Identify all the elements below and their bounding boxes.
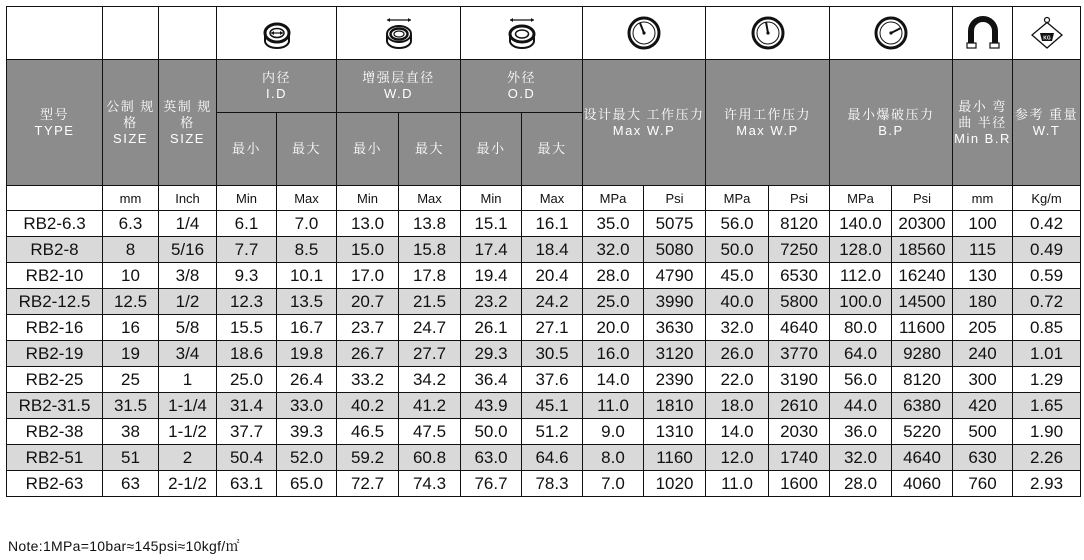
table-cell: 17.4 xyxy=(461,237,522,263)
table-cell: 128.0 xyxy=(830,237,892,263)
table-cell: 7250 xyxy=(769,237,830,263)
table-cell: 5220 xyxy=(892,419,953,445)
table-cell: 20.4 xyxy=(522,263,583,289)
unit-bp-mpa: MPa xyxy=(830,186,892,211)
table-cell: 2610 xyxy=(769,393,830,419)
table-cell: 760 xyxy=(953,471,1013,497)
table-cell: RB2-12.5 xyxy=(7,289,103,315)
bend-radius-icon xyxy=(953,7,1013,60)
table-cell: 7.0 xyxy=(583,471,644,497)
col-od-en: O.D xyxy=(507,86,536,101)
table-cell: 6530 xyxy=(769,263,830,289)
table-cell: 27.1 xyxy=(522,315,583,341)
table-cell: 30.5 xyxy=(522,341,583,367)
col-br-en: Min B.R xyxy=(954,130,1011,146)
col-size-mm-cn: 公制 规格 xyxy=(106,98,155,130)
table-cell: 23.7 xyxy=(337,315,399,341)
table-cell: 0.42 xyxy=(1013,211,1081,237)
table-cell: 6380 xyxy=(892,393,953,419)
table-cell: 46.5 xyxy=(337,419,399,445)
table-cell: 9.3 xyxy=(217,263,277,289)
col-type-header xyxy=(7,60,103,186)
table-cell: 2030 xyxy=(769,419,830,445)
table-cell: 15.5 xyxy=(217,315,277,341)
table-cell: RB2-10 xyxy=(7,263,103,289)
allowable-pressure-gauge-icon xyxy=(706,7,830,60)
table-cell: 12.5 xyxy=(103,289,159,315)
table-cell: 100.0 xyxy=(830,289,892,315)
table-cell: 18560 xyxy=(892,237,953,263)
table-cell: 76.7 xyxy=(461,471,522,497)
unit-wt: Kg/m xyxy=(1013,186,1081,211)
table-cell: 26.4 xyxy=(277,367,337,393)
table-cell: 3190 xyxy=(769,367,830,393)
col-od-max-cn: 最大 xyxy=(522,113,583,186)
table-cell: 56.0 xyxy=(830,367,892,393)
col-od-min-cn: 最小 xyxy=(461,113,522,186)
table-cell: 4640 xyxy=(892,445,953,471)
unit-row xyxy=(7,186,1081,211)
table-cell: 31.5 xyxy=(103,393,159,419)
table-cell: 20.7 xyxy=(337,289,399,315)
data-rows xyxy=(7,211,1081,497)
col-size-mm-en: SIZE xyxy=(113,130,148,146)
table-cell: 17.8 xyxy=(399,263,461,289)
table-cell: 11600 xyxy=(892,315,953,341)
table-cell: 33.2 xyxy=(337,367,399,393)
table-cell: 1020 xyxy=(644,471,706,497)
table-cell: 9280 xyxy=(892,341,953,367)
od-ring-icon xyxy=(461,7,583,60)
table-row xyxy=(7,263,1081,289)
col-wt-en: W.T xyxy=(1032,122,1061,138)
table-cell: 205 xyxy=(953,315,1013,341)
table-cell: 74.3 xyxy=(399,471,461,497)
table-cell: 12.3 xyxy=(217,289,277,315)
table-row xyxy=(7,471,1081,497)
table-cell: 6.3 xyxy=(103,211,159,237)
table-cell: 21.5 xyxy=(399,289,461,315)
table-cell: 36.4 xyxy=(461,367,522,393)
table-row xyxy=(7,211,1081,237)
table-cell: 8.5 xyxy=(277,237,337,263)
table-cell: 28.0 xyxy=(830,471,892,497)
blank-cell xyxy=(7,7,103,60)
table-row xyxy=(7,315,1081,341)
col-wp-header xyxy=(583,60,706,186)
unit-awp-mpa: MPa xyxy=(706,186,769,211)
col-size-inch-en: SIZE xyxy=(170,130,205,146)
table-cell: 72.7 xyxy=(337,471,399,497)
col-br-cn: 最小 弯曲 半径 xyxy=(958,98,1007,130)
table-row xyxy=(7,289,1081,315)
table-cell: 15.8 xyxy=(399,237,461,263)
table-cell: 26.0 xyxy=(706,341,769,367)
unit-od-max: Max xyxy=(522,186,583,211)
table-cell: 40.0 xyxy=(706,289,769,315)
table-cell: 33.0 xyxy=(277,393,337,419)
table-cell: RB2-63 xyxy=(7,471,103,497)
col-wt-cn: 参考 重量 xyxy=(1014,106,1079,122)
table-cell: 51.2 xyxy=(522,419,583,445)
table-cell: 6.1 xyxy=(217,211,277,237)
col-wd-cn: 增强层直径 xyxy=(362,70,435,85)
col-awp-cn: 许用工作压力 xyxy=(723,106,811,122)
table-cell: 50.4 xyxy=(217,445,277,471)
table-cell: 40.2 xyxy=(337,393,399,419)
table-cell: RB2-25 xyxy=(7,367,103,393)
table-cell: 60.8 xyxy=(399,445,461,471)
col-awp-header xyxy=(706,60,830,186)
table-cell: 8120 xyxy=(892,367,953,393)
table-cell: 1-1/4 xyxy=(159,393,217,419)
table-cell: 0.72 xyxy=(1013,289,1081,315)
table-cell: 26.1 xyxy=(461,315,522,341)
table-cell: 37.7 xyxy=(217,419,277,445)
table-cell: 16 xyxy=(103,315,159,341)
table-row xyxy=(7,419,1081,445)
table-cell: 3770 xyxy=(769,341,830,367)
conversion-note: Note:1MPa=10bar≈145psi≈10kgf/㎡ xyxy=(8,538,240,554)
table-cell: RB2-16 xyxy=(7,315,103,341)
pressure-gauge-icon xyxy=(583,7,706,60)
icon-row xyxy=(7,7,1081,60)
unit-wp-mpa: MPa xyxy=(583,186,644,211)
table-cell: RB2-38 xyxy=(7,419,103,445)
col-id-min-cn: 最小 xyxy=(217,113,277,186)
table-cell: 13.0 xyxy=(337,211,399,237)
col-awp-en: Max W.P xyxy=(736,122,799,138)
table-cell: 240 xyxy=(953,341,1013,367)
col-wd-en: W.D xyxy=(383,86,414,101)
table-cell: 4640 xyxy=(769,315,830,341)
unit-br: mm xyxy=(953,186,1013,211)
table-cell: 16.7 xyxy=(277,315,337,341)
table-cell: 25.0 xyxy=(217,367,277,393)
spec-table xyxy=(6,6,1081,497)
table-cell: 14.0 xyxy=(583,367,644,393)
col-id-header xyxy=(217,60,337,113)
unit-id-min: Min xyxy=(217,186,277,211)
table-cell: 10.1 xyxy=(277,263,337,289)
table-row xyxy=(7,445,1081,471)
table-cell: 63.1 xyxy=(217,471,277,497)
unit-wd-max: Max xyxy=(399,186,461,211)
table-cell: 11.0 xyxy=(583,393,644,419)
col-od-cn: 外径 xyxy=(506,70,536,85)
unit-wp-psi: Psi xyxy=(644,186,706,211)
table-cell: 5/8 xyxy=(159,315,217,341)
table-cell: 1.65 xyxy=(1013,393,1081,419)
table-cell: 15.0 xyxy=(337,237,399,263)
unit-wd-min: Min xyxy=(337,186,399,211)
table-row xyxy=(7,367,1081,393)
table-cell: 15.1 xyxy=(461,211,522,237)
table-cell: 27.7 xyxy=(399,341,461,367)
table-cell: 65.0 xyxy=(277,471,337,497)
table-cell: 1.01 xyxy=(1013,341,1081,367)
table-cell: 4060 xyxy=(892,471,953,497)
table-cell: 12.0 xyxy=(706,445,769,471)
table-cell: 64.0 xyxy=(830,341,892,367)
table-cell: RB2-6.3 xyxy=(7,211,103,237)
table-cell: 1600 xyxy=(769,471,830,497)
table-cell: 19 xyxy=(103,341,159,367)
table-cell: 3630 xyxy=(644,315,706,341)
table-cell: 63 xyxy=(103,471,159,497)
table-cell: 500 xyxy=(953,419,1013,445)
table-cell: 43.9 xyxy=(461,393,522,419)
blank-cell xyxy=(159,7,217,60)
table-cell: 19.4 xyxy=(461,263,522,289)
col-id-en: I.D xyxy=(265,86,288,101)
col-type-en: TYPE xyxy=(34,122,75,138)
table-cell: 4790 xyxy=(644,263,706,289)
table-cell: 78.3 xyxy=(522,471,583,497)
table-cell: 140.0 xyxy=(830,211,892,237)
table-cell: RB2-19 xyxy=(7,341,103,367)
table-cell: 28.0 xyxy=(583,263,644,289)
header-row-1 xyxy=(7,60,1081,113)
table-cell: 100 xyxy=(953,211,1013,237)
col-wd-header xyxy=(337,60,461,113)
col-size-mm-header xyxy=(103,60,159,186)
col-size-inch-cn: 英制 规格 xyxy=(163,98,212,130)
burst-pressure-gauge-icon xyxy=(830,7,953,60)
weight-icon xyxy=(1013,7,1081,60)
col-od-header xyxy=(461,60,583,113)
table-cell: 9.0 xyxy=(583,419,644,445)
col-size-inch-header xyxy=(159,60,217,186)
col-br-header xyxy=(953,60,1013,186)
col-type-cn: 型号 xyxy=(39,106,69,122)
table-cell: 0.85 xyxy=(1013,315,1081,341)
table-cell: 47.5 xyxy=(399,419,461,445)
table-cell: 19.8 xyxy=(277,341,337,367)
table-cell: 5/16 xyxy=(159,237,217,263)
table-cell: 64.6 xyxy=(522,445,583,471)
table-cell: 31.4 xyxy=(217,393,277,419)
table-cell: RB2-31.5 xyxy=(7,393,103,419)
table-cell: 7.7 xyxy=(217,237,277,263)
table-cell: 59.2 xyxy=(337,445,399,471)
table-cell: 29.3 xyxy=(461,341,522,367)
col-id-max-cn: 最大 xyxy=(277,113,337,186)
table-cell: 2.26 xyxy=(1013,445,1081,471)
unit-od-min: Min xyxy=(461,186,522,211)
table-cell: 26.7 xyxy=(337,341,399,367)
col-bp-cn: 最小爆破压力 xyxy=(847,106,935,122)
table-cell: 20.0 xyxy=(583,315,644,341)
table-cell: 16240 xyxy=(892,263,953,289)
table-cell: 18.6 xyxy=(217,341,277,367)
col-bp-header xyxy=(830,60,953,186)
table-cell: 1.90 xyxy=(1013,419,1081,445)
table-cell: 63.0 xyxy=(461,445,522,471)
table-cell: 1/2 xyxy=(159,289,217,315)
unit-awp-psi: Psi xyxy=(769,186,830,211)
table-cell: 32.0 xyxy=(583,237,644,263)
table-cell: 1-1/2 xyxy=(159,419,217,445)
table-cell: 39.3 xyxy=(277,419,337,445)
wd-ring-icon xyxy=(337,7,461,60)
unit-bp-psi: Psi xyxy=(892,186,953,211)
table-cell: 56.0 xyxy=(706,211,769,237)
table-cell: 13.5 xyxy=(277,289,337,315)
table-cell: 52.0 xyxy=(277,445,337,471)
table-cell: 45.0 xyxy=(706,263,769,289)
table-cell: 2.93 xyxy=(1013,471,1081,497)
table-cell: 50.0 xyxy=(461,419,522,445)
table-cell: 22.0 xyxy=(706,367,769,393)
table-cell: 16.1 xyxy=(522,211,583,237)
table-cell: 50.0 xyxy=(706,237,769,263)
col-wd-max-cn: 最大 xyxy=(399,113,461,186)
table-cell: 7.0 xyxy=(277,211,337,237)
table-cell: 25 xyxy=(103,367,159,393)
table-cell: 45.1 xyxy=(522,393,583,419)
table-cell: 32.0 xyxy=(830,445,892,471)
table-cell: 11.0 xyxy=(706,471,769,497)
table-cell: 2390 xyxy=(644,367,706,393)
table-cell: 35.0 xyxy=(583,211,644,237)
col-wd-min-cn: 最小 xyxy=(337,113,399,186)
table-cell: 630 xyxy=(953,445,1013,471)
table-cell: 18.0 xyxy=(706,393,769,419)
col-bp-en: B.P xyxy=(878,122,904,138)
unit-id-max: Max xyxy=(277,186,337,211)
col-wp-en: Max W.P xyxy=(612,122,676,138)
table-cell: 8.0 xyxy=(583,445,644,471)
table-cell: 44.0 xyxy=(830,393,892,419)
table-cell: 8 xyxy=(103,237,159,263)
table-cell: 80.0 xyxy=(830,315,892,341)
unit-size-inch: Inch xyxy=(159,186,217,211)
table-cell: 3120 xyxy=(644,341,706,367)
col-wt-header xyxy=(1013,60,1081,186)
table-cell: 5075 xyxy=(644,211,706,237)
table-cell: 0.49 xyxy=(1013,237,1081,263)
weight-icon-text: KG xyxy=(1042,35,1051,42)
table-row xyxy=(7,393,1081,419)
table-cell: 13.8 xyxy=(399,211,461,237)
table-cell: 3/4 xyxy=(159,341,217,367)
table-cell: 36.0 xyxy=(830,419,892,445)
table-cell: 23.2 xyxy=(461,289,522,315)
table-cell: 180 xyxy=(953,289,1013,315)
unit-size-mm: mm xyxy=(103,186,159,211)
table-cell: 8120 xyxy=(769,211,830,237)
table-cell: 300 xyxy=(953,367,1013,393)
blank-cell xyxy=(103,7,159,60)
table-cell: 16.0 xyxy=(583,341,644,367)
table-cell: 17.0 xyxy=(337,263,399,289)
table-cell: 51 xyxy=(103,445,159,471)
table-cell: 14500 xyxy=(892,289,953,315)
table-cell: 34.2 xyxy=(399,367,461,393)
table-cell: 1310 xyxy=(644,419,706,445)
table-cell: 24.7 xyxy=(399,315,461,341)
table-row xyxy=(7,341,1081,367)
table-cell: 1/4 xyxy=(159,211,217,237)
table-cell: RB2-8 xyxy=(7,237,103,263)
table-cell: 3990 xyxy=(644,289,706,315)
col-id-cn: 内径 xyxy=(261,70,291,85)
table-cell: 20300 xyxy=(892,211,953,237)
table-cell: 1160 xyxy=(644,445,706,471)
unit-type xyxy=(7,186,103,211)
table-cell: 2 xyxy=(159,445,217,471)
table-cell: 32.0 xyxy=(706,315,769,341)
table-cell: 2-1/2 xyxy=(159,471,217,497)
table-cell: 115 xyxy=(953,237,1013,263)
table-cell: 37.6 xyxy=(522,367,583,393)
table-cell: 1740 xyxy=(769,445,830,471)
table-cell: 130 xyxy=(953,263,1013,289)
table-cell: 1 xyxy=(159,367,217,393)
table-cell: 1810 xyxy=(644,393,706,419)
table-cell: 3/8 xyxy=(159,263,217,289)
col-wp-cn: 设计最大 工作压力 xyxy=(583,106,705,122)
table-row xyxy=(7,237,1081,263)
table-cell: 0.59 xyxy=(1013,263,1081,289)
table-cell: 1.29 xyxy=(1013,367,1081,393)
table-cell: 5800 xyxy=(769,289,830,315)
table-cell: 38 xyxy=(103,419,159,445)
table-cell: 24.2 xyxy=(522,289,583,315)
table-cell: 5080 xyxy=(644,237,706,263)
table-cell: 10 xyxy=(103,263,159,289)
table-cell: 18.4 xyxy=(522,237,583,263)
table-cell: RB2-51 xyxy=(7,445,103,471)
table-cell: 14.0 xyxy=(706,419,769,445)
table-cell: 420 xyxy=(953,393,1013,419)
table-cell: 25.0 xyxy=(583,289,644,315)
table-cell: 41.2 xyxy=(399,393,461,419)
id-ring-icon xyxy=(217,7,337,60)
table-cell: 112.0 xyxy=(830,263,892,289)
